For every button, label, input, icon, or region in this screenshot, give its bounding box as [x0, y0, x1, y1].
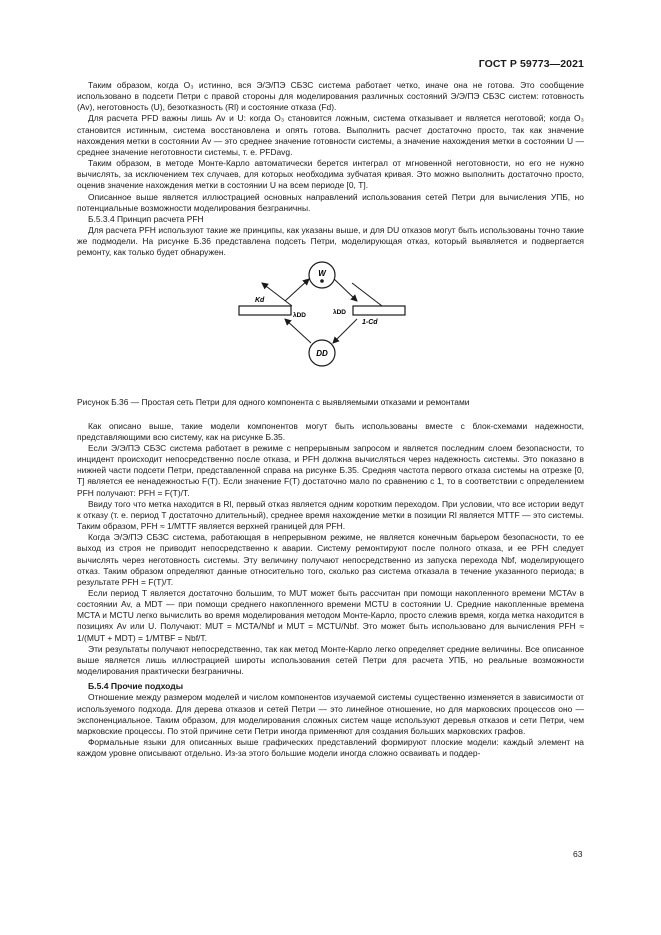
paragraph: Ввиду того что метка находится в Rl, первый отказ является одним коротким переходом. При условии, что все истории ведут к отказу (т. е. период T достаточно длительный), среднее время нахождение метки в позиции Rl является MTTF — это системы. Таким образом, PFH ≈ 1/MTTF является верхней границей для PFH. — [77, 498, 584, 532]
paragraph: Если Э/Э/ПЭ СБЗС система работает в режиме с непрерывным запросом и является последним слоем безопасности, то инцидент происходит непосредственно после отказа, и PFH должна вычисляться через надежность системы. Это показано в нижней части подсети Петри, представленной справа на рисунке Б.35. Средняя частота первого отказа системы на отрезке [0, T] является ее ненадежностью F(T). Если значение F(T) достаточно мало по сравнению с 1, то в соответствии с определением PFH получают: PFH = F(T)/T. — [77, 442, 584, 498]
paragraph: Если период T является достаточно большим, то MUT может быть рассчитан при помощи накопленного времени MCTAv в состоянии Av, а MDT — при помощи среднего накопленного времени MCTU в состоянии U. Средние накопленные времена MCTA и MCTU легко вычислить во время моделирования методом Монте-Карло, просто слежив время, когда метка находится в позициях Av или U. Получают: MUT = MCTA/Nbf и MUT = MCTU/Nbf. Это может быть использовано для вычисления PFH ≈ 1/(MUT + MDT) = 1/MTBF = Nbf/T. — [77, 588, 584, 643]
standard-header: ГОСТ Р 59773—2021 — [478, 58, 584, 70]
token — [320, 279, 324, 283]
paragraph: Для расчета PFD важны лишь Av и U: когда O₃ становится ложным, система отказывает и является неготовой; когда O₃ становится истинным, система восстановлена и опять готова. Выполнить расчет достаточно просто, так как значение нахождения метки в состоянии Av — это среднее значение готовности системы, а значение нахождения метки в состоянии U — среднее значение неготовности системы, т. е. PFDavg. — [77, 113, 584, 157]
petri-net-figure — [77, 259, 584, 389]
paragraph: Как описано выше, такие модели компонентов могут быть использованы вместе с блок-схемами надежности, представляющими всю систему, как на рисунке Б.35. — [77, 420, 584, 442]
transition-right-label: 1-Cd — [362, 318, 378, 326]
paragraph: Эти результаты получают непосредственно, так как метод Монте-Карло легко определяет средние величины. Все описанное выше является лишь иллюстрацией широты использования сетей Петри для расчета УПБ, но реальные возможности моделирования практически безграничны. — [77, 643, 584, 677]
paragraph: Описанное выше является иллюстрацией основных направлений использования сетей Петри для вычисления УПБ, но потенциальные возможности моделирования безграничны. — [77, 191, 584, 213]
transition-left-label: Kd — [255, 296, 265, 304]
transition-left — [239, 306, 291, 315]
arc-w-to-right-transition — [332, 277, 357, 301]
paragraph: Формальные языки для описанных выше графических представлений формируют плоские модели: каждый элемент на каждом уровне описывают отдельно. Из-за этого большие модели иногда сложно осваивать и поддер- — [77, 737, 584, 759]
paragraph: Таким образом, в методе Монте-Карло автоматически берется интеграл от мгновенной неготовности, но его не нужно вычислять, за исключением тех случаев, для которых необходима зубчатая кривая. Это можно выполнить достаточно просто, оценив значение нахождения метки в состоянии U на всем периоде [0, T]. — [77, 158, 584, 191]
arc-right-to-dd — [333, 319, 357, 343]
figure-caption: Рисунок Б.36 — Простая сеть Петри для одного компонента с выявляемыми отказами и ремонтами — [77, 396, 470, 407]
right-rate-label: λDD — [333, 308, 347, 316]
page-body — [77, 80, 584, 759]
transition-right — [353, 306, 405, 315]
paragraph: Таким образом, когда O₃ истинно, вся Э/Э/ПЭ СБЗС система работает четко, иначе она не готова. Это сообщение использовано в подсети Петри с правой стороны для моделирования различных состояний Э/Э/ПЭ СБЗС систем: готовность (Av), неготовность (U), безотказность (Rl) и состояние отказа (Fd). — [77, 80, 584, 113]
arc-left-to-w-top — [285, 279, 309, 301]
subsection-heading: Б.5.3.4 Принцип расчета PFH — [88, 213, 204, 224]
place-dd-label: DD — [316, 348, 328, 358]
page-number: 63 — [573, 849, 583, 859]
paragraph: Когда Э/Э/ПЭ СБЗС система, работающая в непрерывном режиме, не является конечным барьером безопасности, то ее выход из строя не приводит непосредственно к аварии. Систему ремонтируют после полного отказа, и ее PFH следует вычислять через неготовность системы. Эту величину получают непосредственно из запуска перехода Nbf, моделирующего отказ. Таким образом определяют данные относительно того, сколько раз система отказала в течение указанного периода; в результате PFH = F(T)/T. — [77, 532, 584, 587]
petri-net-diagram — [237, 261, 407, 387]
place-w-label: W — [318, 268, 326, 278]
paragraph: Для расчета PFH используют такие же принципы, как указаны выше, и для DU отказов могут быть использованы точно такие же подмодели. На рисунке Б.36 представлена подсеть Петри, моделирующая отказ, который выявляется и подвергается ремонту, как только будет обнаружен. — [77, 225, 584, 258]
arc-w-to-right — [352, 283, 382, 306]
section-title: Б.5.4 Прочие подходы — [88, 681, 184, 692]
arc-left-to-w — [262, 283, 292, 306]
arc-dd-to-left — [285, 319, 311, 343]
paragraph: Отношение между размером моделей и числом компонентов изучаемой системы существенно изменяется в зависимости от используемого подхода. Для дерева отказов и сетей Петри — это линейное отношение, но для марковских процессов оно — экспоненциальное. Таким образом, для моделирования сложных систем чаще используют деревья отказов и сети Петри, чем марковские процессы. По этой причине сети Петри иногда применяют для создания больших марковских графов. — [77, 692, 584, 736]
left-rate-label: λDD — [293, 311, 307, 319]
